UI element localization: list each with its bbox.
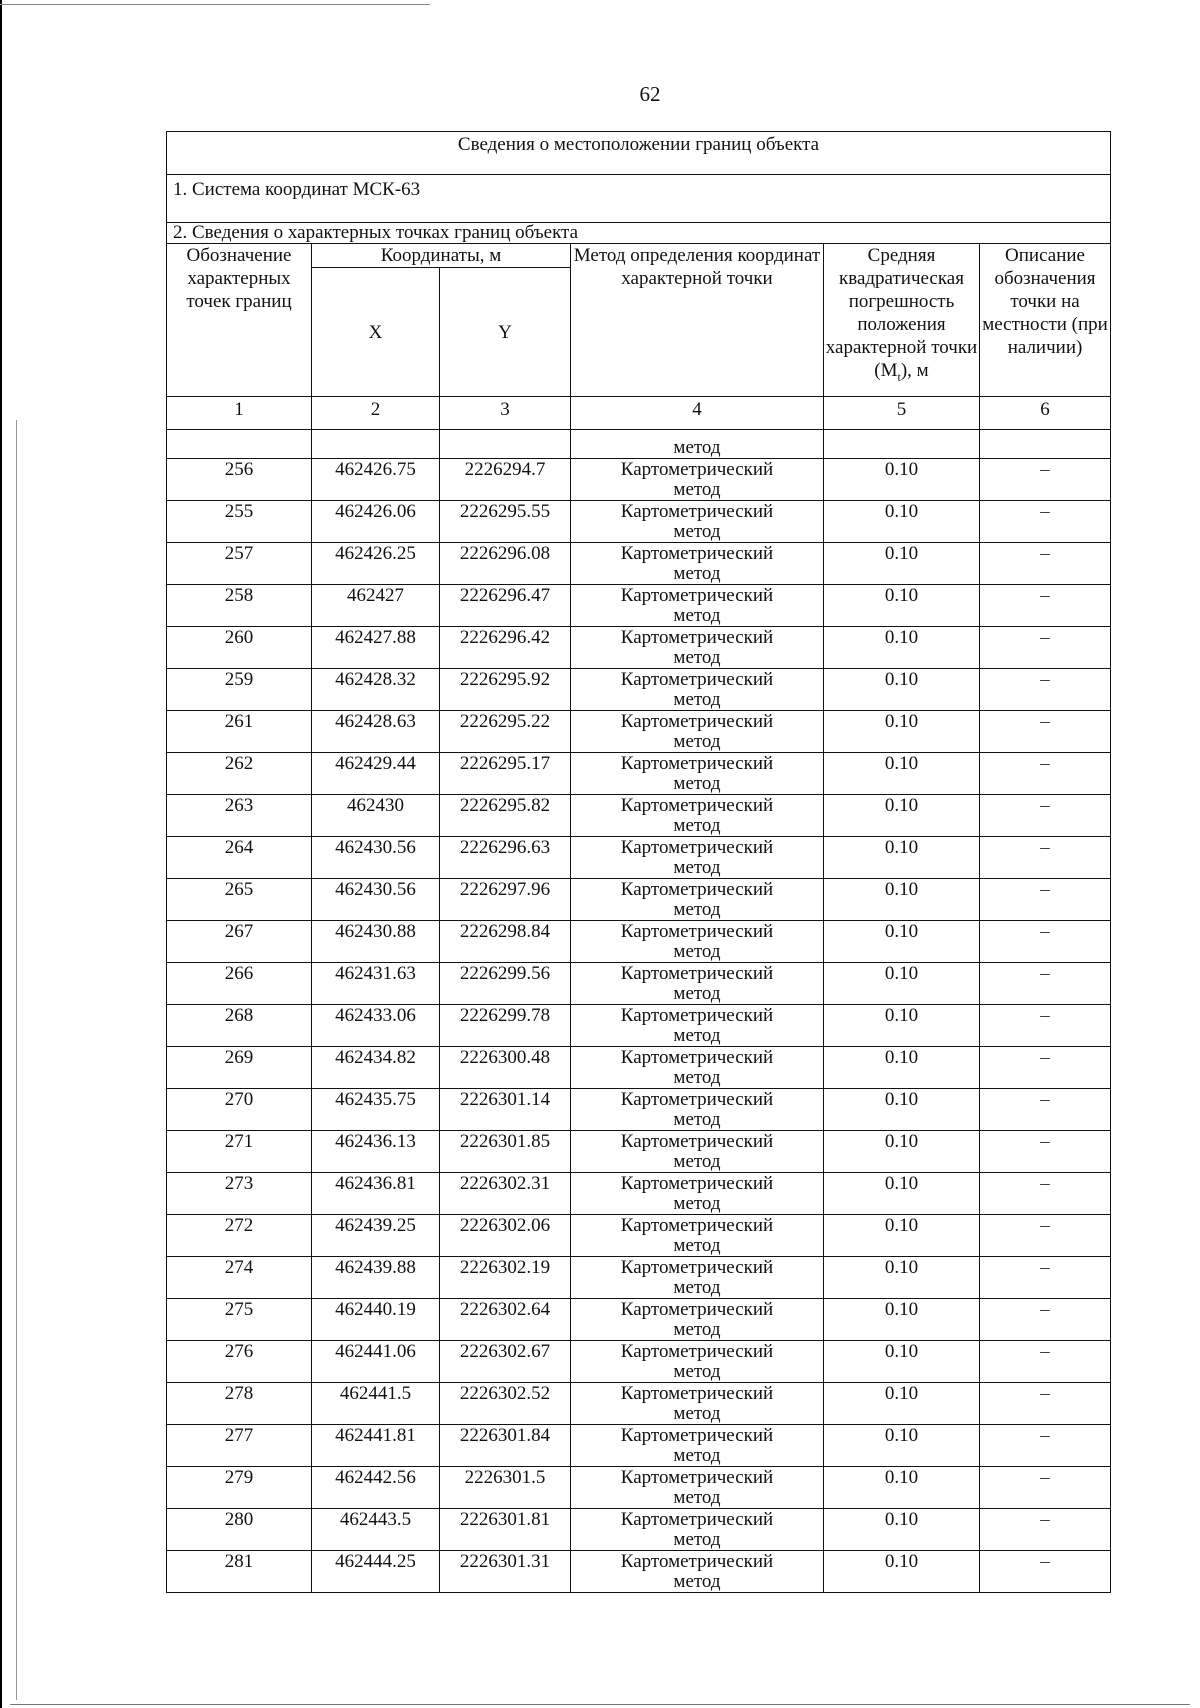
error-value: 0.10: [824, 627, 980, 669]
coord-y: 2226296.63: [440, 837, 571, 879]
coord-y: 2226301.5: [440, 1467, 571, 1509]
table-row: [167, 1173, 1111, 1215]
method-cell: [571, 459, 824, 501]
coord-x: 462428.32: [312, 669, 440, 711]
method-cell: [571, 879, 824, 921]
error-value: 0.10: [824, 753, 980, 795]
point-id: 278: [167, 1383, 312, 1425]
coord-x: 462427: [312, 585, 440, 627]
method-cell: [571, 1551, 824, 1593]
table-row: [167, 1467, 1111, 1509]
method-text-cont: метод: [673, 1403, 721, 1424]
point-id: 255: [167, 501, 312, 543]
coord-x: 462434.82: [312, 1047, 440, 1089]
error-value: 0.10: [824, 921, 980, 963]
method-text: Картометрический: [620, 1215, 774, 1236]
method-cell: [571, 1173, 824, 1215]
error-value: 0.10: [824, 879, 980, 921]
continuation-cell: [980, 430, 1111, 459]
method-cell: [571, 963, 824, 1005]
method-cell: [571, 1215, 824, 1257]
method-cell: [571, 1047, 824, 1089]
description-value: –: [980, 1551, 1111, 1593]
table-row: [167, 627, 1111, 669]
coord-x: 462426.06: [312, 501, 440, 543]
description-value: –: [980, 753, 1111, 795]
method-text: Картометрический: [620, 963, 774, 984]
method-text-cont: метод: [673, 1235, 721, 1256]
method-text: Картометрический: [620, 459, 774, 480]
error-value: 0.10: [824, 1089, 980, 1131]
scan-edge-inner: [16, 420, 17, 1700]
boundary-points-table: [166, 131, 1111, 1593]
method-text: Картометрический: [620, 1173, 774, 1194]
method-text-cont: метод: [673, 1487, 721, 1508]
description-value: –: [980, 1047, 1111, 1089]
header-error-text: Средняя квадратическая погрешность положения характерной точки $(M_t)$, м: [825, 245, 978, 384]
error-value: 0.10: [824, 1131, 980, 1173]
header-designation: Обозначение характерных точек границ: [167, 244, 312, 397]
coord-y: 2226296.42: [440, 627, 571, 669]
description-value: –: [980, 627, 1111, 669]
method-text: Картометрический: [620, 1383, 774, 1404]
method-cell: [571, 1089, 824, 1131]
error-value: 0.10: [824, 1047, 980, 1089]
method-text-cont: метод: [673, 1445, 721, 1466]
table-row: [167, 963, 1111, 1005]
coord-x: 462439.88: [312, 1257, 440, 1299]
method-text-cont: метод: [673, 479, 721, 500]
coord-y: 2226300.48: [440, 1047, 571, 1089]
method-cell: [571, 1257, 824, 1299]
coord-y: 2226298.84: [440, 921, 571, 963]
description-value: –: [980, 879, 1111, 921]
table-row: [167, 1383, 1111, 1425]
table-row: [167, 879, 1111, 921]
point-id: 270: [167, 1089, 312, 1131]
description-value: –: [980, 585, 1111, 627]
continuation-cell: [824, 430, 980, 459]
coord-x: 462435.75: [312, 1089, 440, 1131]
method-text-cont: метод: [673, 1193, 721, 1214]
method-cell: [571, 921, 824, 963]
table-row: [167, 1509, 1111, 1551]
coord-y: 2226295.22: [440, 711, 571, 753]
method-text: Картометрический: [620, 1467, 774, 1488]
method-text-cont: метод: [673, 605, 721, 626]
coord-y: 2226295.55: [440, 501, 571, 543]
error-value: 0.10: [824, 459, 980, 501]
method-text: Картометрический: [620, 1005, 774, 1026]
error-value: 0.10: [824, 1341, 980, 1383]
method-text: Картометрический: [620, 795, 774, 816]
point-id: 271: [167, 1131, 312, 1173]
scan-edge-top: [0, 4, 430, 5]
point-id: 272: [167, 1215, 312, 1257]
coord-x: 462443.5: [312, 1509, 440, 1551]
description-value: –: [980, 1383, 1111, 1425]
point-id: 256: [167, 459, 312, 501]
description-value: –: [980, 1215, 1111, 1257]
coord-y: 2226301.81: [440, 1509, 571, 1551]
coord-y: 2226295.17: [440, 753, 571, 795]
header-x: X: [312, 268, 440, 397]
method-text: Картометрический: [620, 1425, 774, 1446]
coord-y: 2226296.08: [440, 543, 571, 585]
method-text-cont: метод: [673, 689, 721, 710]
method-text: Картометрический: [620, 1509, 774, 1530]
header-method: Метод определения координат характерной точки: [571, 244, 824, 397]
column-number: 3: [440, 397, 571, 430]
table-row: [167, 1425, 1111, 1467]
error-value: 0.10: [824, 1383, 980, 1425]
method-text: Картометрический: [620, 1257, 774, 1278]
coord-y: 2226302.19: [440, 1257, 571, 1299]
error-value: 0.10: [824, 1005, 980, 1047]
description-value: –: [980, 963, 1111, 1005]
coord-x: 462433.06: [312, 1005, 440, 1047]
point-id: 273: [167, 1173, 312, 1215]
continuation-method: метод: [571, 430, 824, 459]
method-cell: [571, 1425, 824, 1467]
point-id: 268: [167, 1005, 312, 1047]
point-id: 267: [167, 921, 312, 963]
error-value: 0.10: [824, 1551, 980, 1593]
point-id: 259: [167, 669, 312, 711]
method-cell: [571, 1005, 824, 1047]
method-text-cont: метод: [673, 1277, 721, 1298]
description-value: –: [980, 1131, 1111, 1173]
method-cell: [571, 1341, 824, 1383]
method-text-cont: метод: [673, 731, 721, 752]
method-text-cont: метод: [673, 1025, 721, 1046]
error-value: 0.10: [824, 585, 980, 627]
description-value: –: [980, 501, 1111, 543]
method-cell: [571, 627, 824, 669]
method-text-cont: метод: [673, 899, 721, 920]
description-value: –: [980, 1467, 1111, 1509]
coord-y: 2226299.78: [440, 1005, 571, 1047]
point-id: 262: [167, 753, 312, 795]
error-value: 0.10: [824, 1299, 980, 1341]
coord-x: 462430.56: [312, 837, 440, 879]
description-value: –: [980, 1005, 1111, 1047]
coord-y: 2226295.92: [440, 669, 571, 711]
method-cell: [571, 795, 824, 837]
method-text-cont: метод: [673, 1361, 721, 1382]
point-id: 277: [167, 1425, 312, 1467]
error-value: 0.10: [824, 669, 980, 711]
continuation-cell: [312, 430, 440, 459]
point-id: 279: [167, 1467, 312, 1509]
method-cell: [571, 837, 824, 879]
method-text-cont: метод: [673, 1067, 721, 1088]
table-body: [167, 459, 1111, 1593]
method-text-cont: метод: [673, 1109, 721, 1130]
method-text-cont: метод: [673, 1529, 721, 1550]
method-text-cont: метод: [673, 815, 721, 836]
table-row: [167, 795, 1111, 837]
table-row: [167, 1341, 1111, 1383]
coord-y: 2226294.7: [440, 459, 571, 501]
method-text: Картометрический: [620, 627, 774, 648]
error-value: 0.10: [824, 543, 980, 585]
method-text: Картометрический: [620, 501, 774, 522]
coord-x: 462430.88: [312, 921, 440, 963]
method-text: Картометрический: [620, 1089, 774, 1110]
point-id: 263: [167, 795, 312, 837]
description-value: –: [980, 837, 1111, 879]
method-text-cont: метод: [673, 983, 721, 1004]
error-value: 0.10: [824, 837, 980, 879]
coord-x: 462441.5: [312, 1383, 440, 1425]
table-row: [167, 1131, 1111, 1173]
description-value: –: [980, 1299, 1111, 1341]
point-id: 275: [167, 1299, 312, 1341]
column-number: 1: [167, 397, 312, 430]
table-row: [167, 1047, 1111, 1089]
description-value: –: [980, 921, 1111, 963]
description-value: –: [980, 1257, 1111, 1299]
point-id: 265: [167, 879, 312, 921]
column-number: 2: [312, 397, 440, 430]
point-id: 281: [167, 1551, 312, 1593]
section-title: 2. Сведения о характерных точках границ объекта: [167, 223, 1111, 244]
column-number: 5: [824, 397, 980, 430]
coord-y: 2226302.64: [440, 1299, 571, 1341]
method-cell: [571, 669, 824, 711]
page-number: 62: [639, 82, 661, 106]
header-description: Описание обозначения точки на местности (при наличии): [980, 244, 1111, 397]
table-row: [167, 669, 1111, 711]
method-text: Картометрический: [620, 1551, 774, 1572]
coord-x: 462441.06: [312, 1341, 440, 1383]
method-text-cont: метод: [673, 521, 721, 542]
method-cell: [571, 501, 824, 543]
method-text: Картометрический: [620, 753, 774, 774]
point-id: 274: [167, 1257, 312, 1299]
point-id: 269: [167, 1047, 312, 1089]
point-id: 261: [167, 711, 312, 753]
method-cell: [571, 1509, 824, 1551]
column-number: 6: [980, 397, 1111, 430]
coord-y: 2226301.84: [440, 1425, 571, 1467]
method-text-cont: метод: [673, 647, 721, 668]
coord-x: 462431.63: [312, 963, 440, 1005]
error-value: 0.10: [824, 501, 980, 543]
coord-y: 2226296.47: [440, 585, 571, 627]
error-value: 0.10: [824, 1257, 980, 1299]
method-cell: [571, 1467, 824, 1509]
error-value: 0.10: [824, 963, 980, 1005]
description-value: –: [980, 1173, 1111, 1215]
point-id: 266: [167, 963, 312, 1005]
description-value: –: [980, 1089, 1111, 1131]
table-row: [167, 1089, 1111, 1131]
description-value: –: [980, 795, 1111, 837]
method-text-cont: метод: [673, 1319, 721, 1340]
description-value: –: [980, 1341, 1111, 1383]
method-text-cont: метод: [673, 1571, 721, 1592]
table-row: [167, 921, 1111, 963]
coord-x: 462426.25: [312, 543, 440, 585]
coord-y: 2226295.82: [440, 795, 571, 837]
method-cell: [571, 585, 824, 627]
method-text: Картометрический: [620, 921, 774, 942]
method-text-cont: метод: [673, 773, 721, 794]
method-cell: [571, 1299, 824, 1341]
method-cell: [571, 543, 824, 585]
scan-edge-left: [0, 0, 2, 1708]
coord-x: 462430.56: [312, 879, 440, 921]
method-cell: [571, 753, 824, 795]
method-text: Картометрический: [620, 879, 774, 900]
method-text: Картометрический: [620, 837, 774, 858]
coord-x: 462442.56: [312, 1467, 440, 1509]
coord-x: 462436.81: [312, 1173, 440, 1215]
coord-y: 2226302.52: [440, 1383, 571, 1425]
method-text: Картометрический: [620, 1299, 774, 1320]
continuation-cell: [167, 430, 312, 459]
continuation-cell: [440, 430, 571, 459]
method-text: Картометрический: [620, 585, 774, 606]
point-id: 276: [167, 1341, 312, 1383]
method-cell: [571, 1131, 824, 1173]
point-id: 264: [167, 837, 312, 879]
point-id: 280: [167, 1509, 312, 1551]
table-row: [167, 543, 1111, 585]
header-y: Y: [440, 268, 571, 397]
table-row: [167, 1215, 1111, 1257]
point-id: 257: [167, 543, 312, 585]
table-row: [167, 1005, 1111, 1047]
error-value: 0.10: [824, 711, 980, 753]
table-row: [167, 711, 1111, 753]
error-value: 0.10: [824, 1425, 980, 1467]
point-id: 258: [167, 585, 312, 627]
error-value: 0.10: [824, 795, 980, 837]
column-number: 4: [571, 397, 824, 430]
coord-x: 462430: [312, 795, 440, 837]
table-row: [167, 1299, 1111, 1341]
table-row: [167, 1551, 1111, 1593]
error-value: 0.10: [824, 1215, 980, 1257]
coord-y: 2226297.96: [440, 879, 571, 921]
coord-y: 2226299.56: [440, 963, 571, 1005]
method-text: Картометрический: [620, 711, 774, 732]
description-value: –: [980, 1509, 1111, 1551]
description-value: –: [980, 711, 1111, 753]
coord-x: 462427.88: [312, 627, 440, 669]
description-value: –: [980, 669, 1111, 711]
point-id: 260: [167, 627, 312, 669]
coord-x: 462440.19: [312, 1299, 440, 1341]
table-row: [167, 585, 1111, 627]
method-text: Картометрический: [620, 1047, 774, 1068]
coord-y: 2226302.67: [440, 1341, 571, 1383]
header-error: [824, 244, 980, 397]
table-row: [167, 837, 1111, 879]
method-text-cont: метод: [673, 1151, 721, 1172]
coord-x: 462439.25: [312, 1215, 440, 1257]
table-row: [167, 1257, 1111, 1299]
coord-y: 2226301.31: [440, 1551, 571, 1593]
coordinate-system: 1. Система координат МСК-63: [167, 175, 1111, 223]
error-value: 0.10: [824, 1173, 980, 1215]
coord-x: 462441.81: [312, 1425, 440, 1467]
method-text: Картометрический: [620, 669, 774, 690]
method-text-cont: метод: [673, 941, 721, 962]
coord-y: 2226301.14: [440, 1089, 571, 1131]
description-value: –: [980, 543, 1111, 585]
table-row: [167, 753, 1111, 795]
description-value: –: [980, 1425, 1111, 1467]
coord-y: 2226301.85: [440, 1131, 571, 1173]
coord-y: 2226302.06: [440, 1215, 571, 1257]
scan-edge-bottom: [10, 1704, 1190, 1705]
coord-x: 462436.13: [312, 1131, 440, 1173]
method-cell: [571, 711, 824, 753]
description-value: –: [980, 459, 1111, 501]
coord-x: 462429.44: [312, 753, 440, 795]
table-row: [167, 501, 1111, 543]
table-row: [167, 459, 1111, 501]
method-text-cont: метод: [673, 563, 721, 584]
header-coordinates: Координаты, м: [312, 244, 571, 268]
method-text-cont: метод: [673, 857, 721, 878]
coord-x: 462426.75: [312, 459, 440, 501]
method-text: Картометрический: [620, 1341, 774, 1362]
coord-x: 462428.63: [312, 711, 440, 753]
method-cell: [571, 1383, 824, 1425]
coord-x: 462444.25: [312, 1551, 440, 1593]
method-text: Картометрический: [620, 543, 774, 564]
error-value: 0.10: [824, 1509, 980, 1551]
coord-y: 2226302.31: [440, 1173, 571, 1215]
table-title: Сведения о местоположении границ объекта: [167, 132, 1111, 175]
method-text: Картометрический: [620, 1131, 774, 1152]
error-value: 0.10: [824, 1467, 980, 1509]
